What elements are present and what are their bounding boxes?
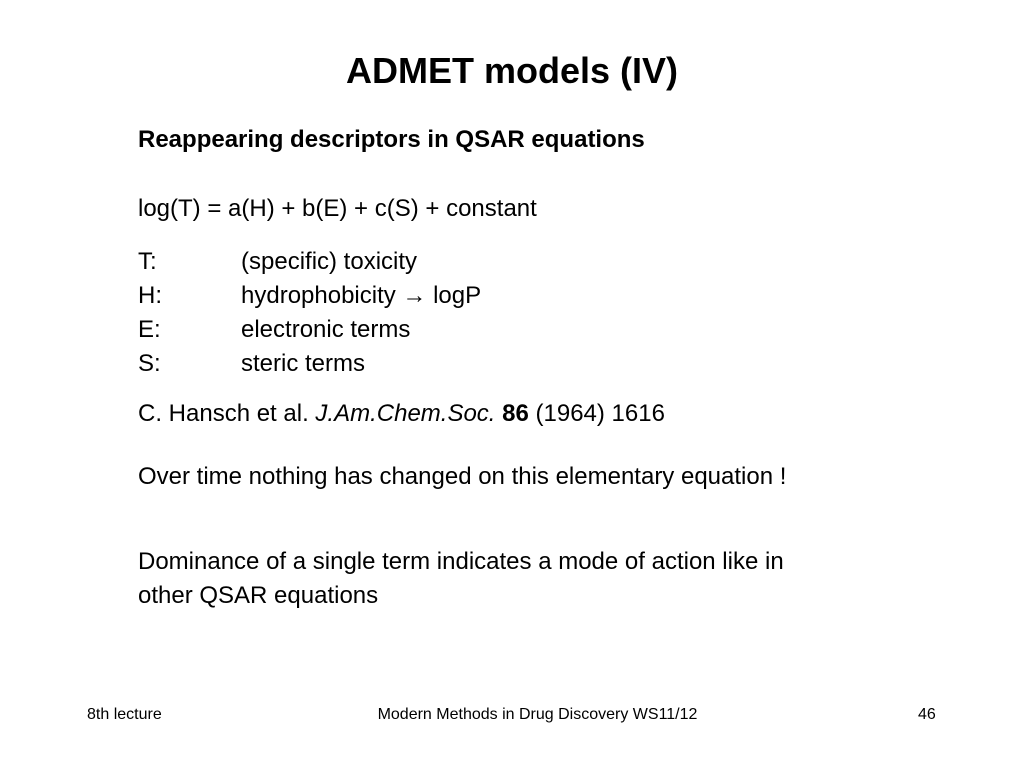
literature-reference xyxy=(138,400,665,428)
definition-description: steric terms xyxy=(241,350,366,377)
definition-term: E: xyxy=(138,316,161,343)
definition-row-s xyxy=(138,347,481,381)
definition-list xyxy=(138,245,481,381)
definition-term: H: xyxy=(138,282,162,309)
definition-term: T: xyxy=(138,248,157,275)
paragraph-unchanged-equation: Over time nothing has changed on this elementary equation ! xyxy=(138,463,787,490)
definition-term: S: xyxy=(138,350,161,377)
definition-row-e xyxy=(138,313,481,347)
slide-title: ADMET models (IV) xyxy=(345,50,678,91)
definition-description: electronic terms xyxy=(241,316,411,343)
footer-lecture: 8th lecture xyxy=(87,706,162,723)
section-subheading: Reappearing descriptors in QSAR equations xyxy=(138,126,645,153)
definition-row-t xyxy=(138,245,481,279)
footer-course-title: Modern Methods in Drug Discovery WS11/12 xyxy=(377,706,698,723)
reference-volume: 86 xyxy=(502,400,529,427)
reference-year-page: (1964) 1616 xyxy=(535,400,665,427)
definition-row-h xyxy=(138,279,481,313)
reference-journal: J.Am.Chem.Soc. xyxy=(315,400,496,427)
definition-description: hydrophobicity → logP xyxy=(241,282,482,309)
qsar-equation: log(T) = a(H) + b(E) + c(S) + constant xyxy=(138,195,537,222)
paragraph-dominance: Dominance of a single term indicates a mode of action like in other QSAR equations xyxy=(138,548,784,609)
reference-authors: C. Hansch et al. xyxy=(138,400,316,427)
definition-description: (specific) toxicity xyxy=(241,248,418,275)
footer-slide-number: 46 xyxy=(918,706,936,723)
